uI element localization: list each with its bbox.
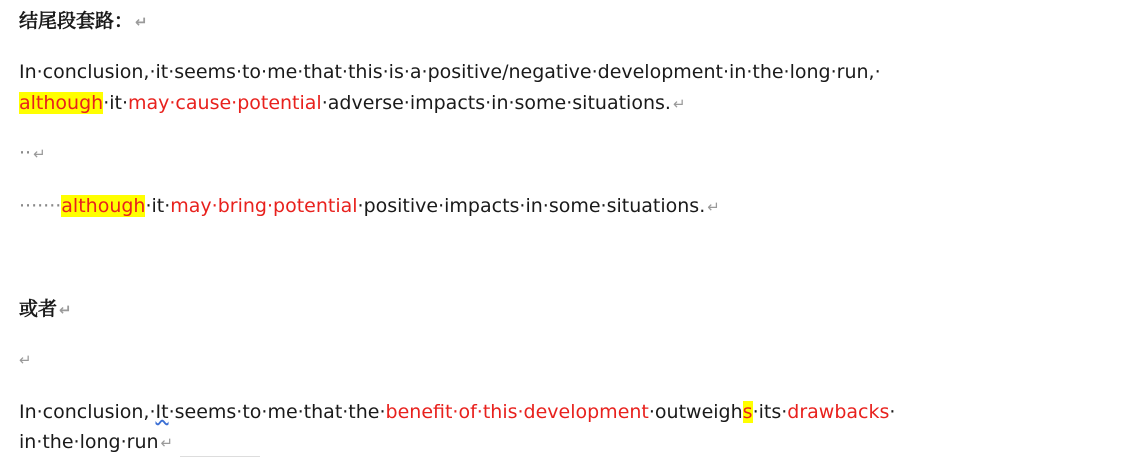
text-it: ·it· (103, 92, 128, 114)
heading-or (19, 296, 72, 323)
paragraph-mark-icon: ↵ (672, 95, 686, 113)
paragraph-mark-icon: ↵ (707, 198, 720, 216)
paragraph-mark-icon: ↵ (135, 13, 148, 31)
para1-line1 (19, 59, 881, 85)
heading-text: 或者 (19, 298, 58, 320)
text-rest: ·adverse·impacts·in·some·situations. (321, 92, 671, 114)
highlight-although: although (19, 92, 104, 114)
heading-ending-template (19, 8, 148, 35)
para3-line2 (19, 429, 173, 456)
heading-text: 结尾段套路： (19, 10, 134, 32)
divider (180, 456, 260, 457)
red-phrase: may·cause·potential (128, 92, 322, 114)
para1-text: In·conclusion,·it·seems·to·me·that·this·is·a·positive/negative·development·in·the·long·run,· (19, 61, 881, 83)
para3-line1 (19, 399, 895, 425)
highlight-although: although (61, 195, 146, 217)
text-its: ·its· (752, 401, 788, 423)
paragraph-mark-icon: ↵ (160, 434, 174, 452)
text-a: In·conclusion,· (19, 401, 156, 423)
empty-line (19, 346, 32, 373)
highlight-s: s (742, 401, 753, 423)
text-long-run: in·the·long·run (19, 431, 159, 453)
red-phrase-benefit: benefit·of·this·development (385, 401, 649, 423)
text-b: ·seems·to·me·that·the· (168, 401, 386, 423)
para2-line (19, 193, 720, 220)
spell-check-word: It (155, 401, 169, 423)
red-phrase-drawbacks: drawbacks (787, 401, 890, 423)
ellipsis-line (19, 140, 46, 167)
ellipsis-text: ·· (19, 142, 32, 164)
paragraph-mark-icon: ↵ (33, 145, 46, 163)
leading-dots: ······· (19, 195, 62, 217)
para1-line2 (19, 90, 686, 117)
paragraph-mark-icon: ↵ (59, 301, 72, 319)
text-it: ·it· (145, 195, 171, 217)
text-space: · (889, 401, 896, 423)
text-rest: ·positive·impacts·in·some·situations. (357, 195, 706, 217)
red-phrase: may·bring·potential (170, 195, 358, 217)
text-outweigh: ·outweigh (648, 401, 743, 423)
paragraph-mark-icon: ↵ (19, 351, 32, 369)
